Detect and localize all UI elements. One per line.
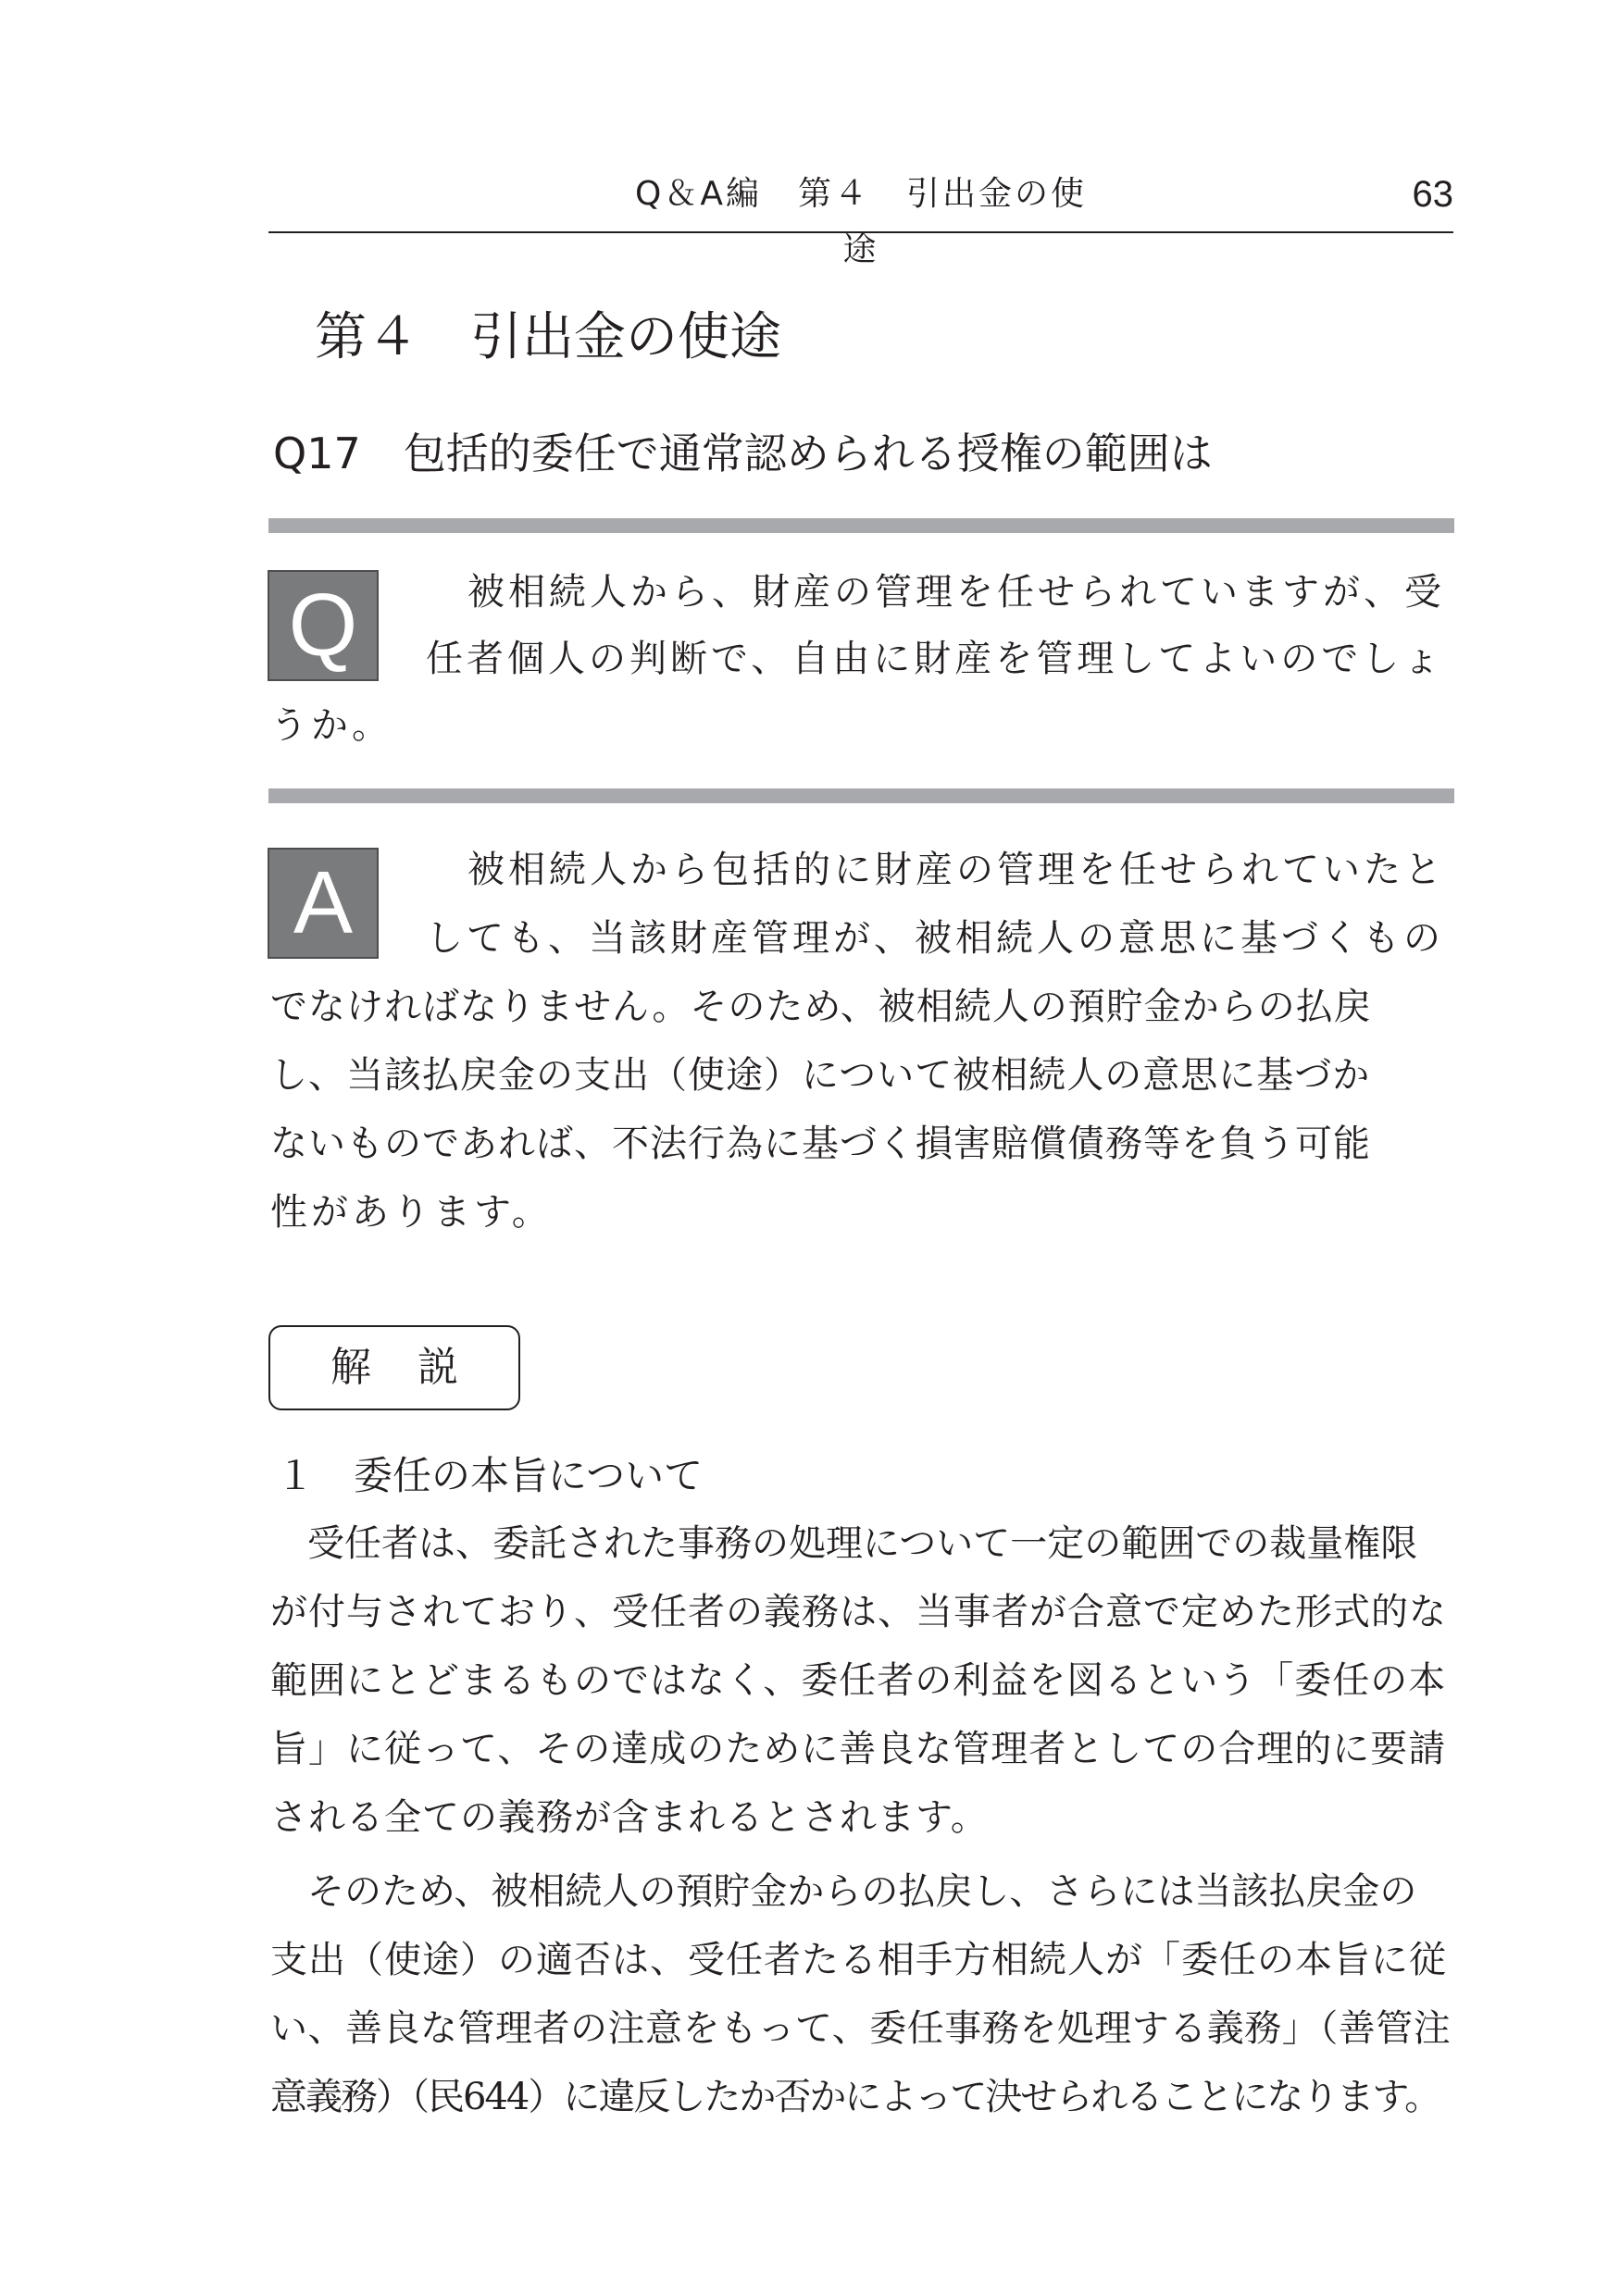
question-title: Q17 包括的委任で通常認められる授権の範囲は: [273, 428, 1213, 478]
answer-line: し、当該払戻金の支出（使途）について被相続人の意思に基づか: [270, 1054, 1371, 1097]
question-line: 被相続人から、財産の管理を任せられていますが、受: [467, 571, 1445, 614]
answer-line: ないものであれば、不法行為に基づく損害賠償債務等を負う可能: [270, 1123, 1371, 1165]
answer-line: 性があります。: [270, 1191, 553, 1234]
body-line: される全ての義務が含まれるとされます。: [270, 1796, 989, 1839]
body-line: 意義務）（民644）に違反したか否かによって決せられることになります。: [270, 2076, 1440, 2118]
body-line: 受任者は、委託された事務の処理について一定の範囲での裁量権限: [307, 1522, 1418, 1565]
answer-top-rule: [268, 788, 1454, 803]
body-line: そのため、被相続人の預貯金からの払戻し、さらには当該払戻金の: [307, 1870, 1417, 1913]
answer-line: しても、当該財産管理が、被相続人の意思に基づくもの: [426, 917, 1444, 960]
running-head-title: Q＆A編 第４ 引出金の使途: [635, 175, 1087, 268]
chapter-heading: 第４ 引出金の使途: [315, 307, 781, 367]
answer-badge: A: [268, 848, 379, 959]
page-number: 63: [1412, 174, 1453, 215]
question-top-rule: [268, 518, 1454, 533]
question-badge: Q: [268, 570, 379, 681]
running-head: [268, 167, 1453, 268]
answer-line: 被相続人から包括的に財産の管理を任せられていたと: [467, 849, 1445, 891]
question-line: 任者個人の判断で、自由に財産を管理してよいのでしょ: [426, 638, 1444, 680]
commentary-label: 解説: [330, 1344, 505, 1391]
body-line: が付与されており、受任者の義務は、当事者が合意で定めた形式的な: [270, 1591, 1447, 1633]
answer-line: でなければなりません。そのため、被相続人の預貯金からの払戻: [270, 986, 1372, 1028]
body-line: い、善良な管理者の注意をもって、委任事務を処理する義務」（善管注: [270, 2007, 1452, 2050]
commentary-label-box: [268, 1325, 520, 1410]
section-heading: １ 委任の本旨について: [276, 1453, 704, 1498]
body-line: 旨」に従って、その達成のために善良な管理者としての合理的に要請: [270, 1728, 1447, 1770]
question-line: うか。: [270, 704, 393, 747]
body-line: 支出（使途）の適否は、受任者たる相手方相続人が「委任の本旨に従: [270, 1939, 1447, 1981]
body-line: 範囲にとどまるものではなく、委任者の利益を図るという「委任の本: [270, 1659, 1447, 1702]
